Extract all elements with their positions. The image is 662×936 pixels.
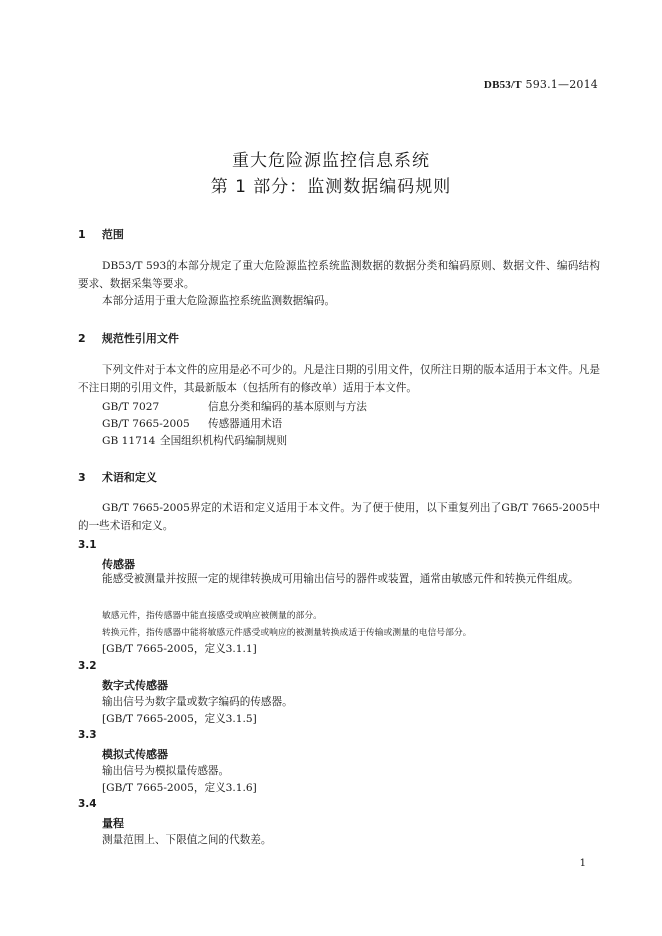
reference-item [102, 433, 287, 448]
terms-intro-paragraph: GB/T 7665-2005界定的术语和定义适用于本文件。为了便于使用，以下重复列出了GB/T 7665-2005中的一些术语和定义。 [78, 502, 600, 532]
reference-title: 全国组织机构代码编制规则 [160, 435, 288, 447]
reference-code: GB 11714 [102, 435, 156, 447]
term-definition: 测量范围上、下限值之间的代数差。 [102, 834, 272, 846]
scope-paragraph-2: 本部分适用于重大危险源监控系统监测数据编码。 [102, 295, 336, 307]
reference-code: GB/T 7027 [102, 401, 160, 413]
section-number: 3 [78, 471, 86, 484]
section-number: 2 [78, 332, 86, 345]
section-2-heading [78, 330, 179, 346]
reference-title: 传感器通用术语 [208, 418, 283, 430]
scope-paragraph-1: DB53/T 593的本部分规定了重大危险源监控系统监测数据的数据分类和编码原则、数据文件、编码结构要求、数据采集等要求。 [78, 260, 600, 290]
term-source: [GB/T 7665-2005，定义3.1.6] [102, 782, 257, 794]
term-number: 3.3 [78, 729, 97, 741]
reference-item [102, 416, 282, 431]
document-title: 重大危险源监控信息系统 [232, 151, 430, 171]
term-note: 转换元件，指传感器中能将敏感元件感受或响应的被测量转换成适于传输或测量的电信号部分。 [102, 628, 472, 638]
term-definition: 输出信号为数字量或数字编码的传感器。 [102, 696, 293, 708]
normative-references-intro: 下列文件对于本文件的应用是必不可少的。凡是注日期的引用文件，仅所注日期的版本适用于本文件。凡是不注日期的引用文件，其最新版本（包括所有的修改单）适用于本文件。 [78, 364, 600, 394]
term-number: 3.2 [78, 660, 97, 672]
section-title: 范围 [101, 228, 124, 241]
term-name: 传感器 [102, 558, 135, 571]
term-source: [GB/T 7665-2005，定义3.1.5] [102, 713, 257, 725]
reference-title: 信息分类和编码的基本原则与方法 [208, 401, 367, 413]
reference-code: GB/T 7665-2005 [102, 418, 190, 430]
page-number: 1 [579, 858, 586, 869]
term-name: 量程 [102, 817, 124, 830]
term-name: 模拟式传感器 [102, 748, 168, 761]
reference-item [102, 399, 367, 414]
term-source: [GB/T 7665-2005，定义3.1.1] [102, 643, 257, 655]
term-number: 3.4 [78, 798, 97, 810]
section-title: 术语和定义 [101, 471, 157, 484]
term-definition: 能感受被测量并按照一定的规律转换成可用输出信号的器件或装置，通常由敏感元件和转换元件组成。 [102, 573, 579, 585]
term-number: 3.1 [78, 539, 97, 551]
term-name: 数字式传感器 [102, 679, 168, 692]
standard-number: 593.1—2014 [525, 78, 598, 91]
term-definition: 输出信号为模拟量传感器。 [102, 765, 230, 777]
document-subtitle: 第 1 部分：监测数据编码规则 [210, 177, 452, 197]
standard-prefix: DB53/T [483, 79, 522, 91]
standard-code [484, 78, 598, 91]
term-note: 敏感元件，指传感器中能直接感受或响应被侧量的部分。 [102, 611, 322, 621]
section-1-heading [78, 226, 124, 242]
section-number: 1 [78, 228, 86, 241]
section-title: 规范性引用文件 [101, 332, 179, 345]
section-3-heading [78, 469, 157, 485]
